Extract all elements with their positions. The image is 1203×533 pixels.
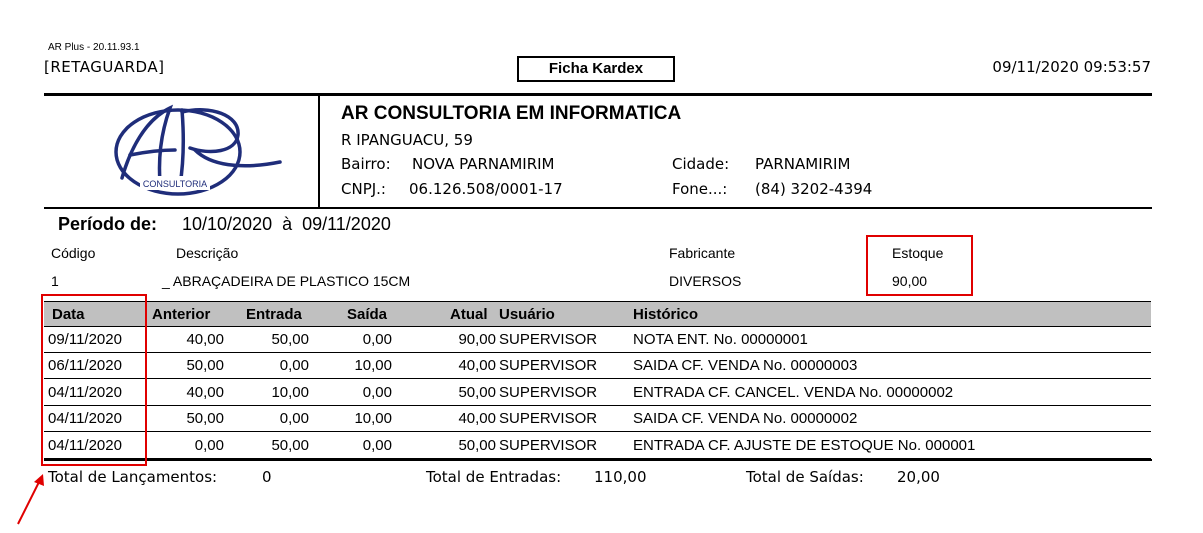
annotation-arrow-icon	[12, 472, 48, 528]
cell-usuario: SUPERVISOR	[499, 357, 598, 375]
cell-data: 06/11/2020	[48, 357, 122, 375]
company-name: AR CONSULTORIA EM INFORMATICA	[341, 103, 682, 124]
cell-entrada: 0,00	[279, 410, 309, 428]
cell-usuario: SUPERVISOR	[499, 436, 598, 454]
col-entrada: Entrada	[246, 306, 302, 323]
fone-label: Fone...:	[672, 180, 728, 198]
fabricante-label: Fabricante	[669, 245, 736, 261]
cell-entrada: 50,00	[271, 436, 309, 454]
table-row	[44, 433, 1151, 459]
col-usuario: Usuário	[499, 306, 555, 323]
col-data: Data	[52, 306, 85, 323]
cnpj-label: CNPJ.:	[341, 180, 386, 198]
cell-saida: 0,00	[362, 436, 392, 454]
cell-anterior: 0,00	[194, 436, 224, 454]
table-bottom-rule	[44, 459, 1152, 461]
cnpj-value: 06.126.508/0001-17	[409, 180, 563, 198]
cell-anterior: 50,00	[186, 410, 224, 428]
logo-icon	[100, 100, 285, 200]
header-bottom-rule	[44, 207, 1152, 209]
cell-usuario: SUPERVISOR	[499, 383, 598, 401]
period-value: 10/10/2020 à 09/11/2020	[182, 214, 391, 234]
cell-historico: ENTRADA CF. CANCEL. VENDA No. 00000002	[633, 383, 954, 401]
table-row	[44, 327, 1151, 353]
table-row	[44, 353, 1151, 379]
cell-usuario: SUPERVISOR	[499, 331, 598, 348]
col-anterior: Anterior	[152, 306, 211, 323]
cell-saida: 10,00	[354, 357, 392, 375]
table-row	[44, 380, 1151, 406]
period-label: Período de:	[58, 214, 158, 234]
total-entradas-value: 110,00	[594, 468, 647, 486]
fabricante-value: DIVERSOS	[669, 273, 742, 289]
cell-historico: NOTA ENT. No. 00000001	[633, 331, 808, 348]
cell-atual: 40,00	[458, 410, 496, 428]
table-header	[44, 301, 1151, 327]
total-saidas-value: 20,00	[897, 468, 940, 486]
cell-historico: SAIDA CF. VENDA No. 00000002	[633, 410, 858, 428]
system-version: AR Plus - 20.11.93.1	[48, 42, 140, 53]
descricao-label: Descrição	[176, 245, 239, 261]
cell-saida: 10,00	[354, 410, 392, 428]
system-module: [RETAGUARDA]	[44, 58, 165, 76]
col-atual: Atual	[450, 306, 488, 323]
table-row	[44, 406, 1151, 432]
descricao-value: _ ABRAÇADEIRA DE PLASTICO 15CM	[162, 273, 411, 289]
company-logo	[100, 100, 285, 200]
cell-historico: ENTRADA CF. AJUSTE DE ESTOQUE No. 000001	[633, 436, 976, 454]
cell-atual: 50,00	[458, 436, 496, 454]
cell-historico: SAIDA CF. VENDA No. 00000003	[633, 357, 858, 375]
cell-entrada: 10,00	[271, 383, 309, 401]
cidade-value: PARNAMIRIM	[755, 155, 851, 173]
print-datetime: 09/11/2020 09:53:57	[992, 58, 1151, 76]
col-saida: Saída	[347, 306, 388, 323]
cell-anterior: 50,00	[186, 357, 224, 375]
header-divider	[318, 96, 320, 208]
bairro-label: Bairro:	[341, 155, 391, 173]
cell-data: 04/11/2020	[48, 383, 122, 401]
codigo-label: Código	[51, 245, 96, 261]
logo-text: CONSULTORIA	[142, 179, 208, 189]
col-historico: Histórico	[633, 306, 699, 323]
header-top-rule	[44, 93, 1152, 96]
cell-anterior: 40,00	[186, 383, 224, 401]
cell-usuario: SUPERVISOR	[499, 410, 598, 428]
cell-saida: 0,00	[362, 331, 392, 348]
cell-saida: 0,00	[362, 383, 392, 401]
cell-entrada: 50,00	[271, 331, 309, 348]
cell-atual: 50,00	[458, 383, 496, 401]
total-lancamentos-label: Total de Lançamentos:	[48, 468, 218, 486]
cell-data: 09/11/2020	[48, 331, 122, 348]
data-column-highlight-box	[41, 294, 147, 466]
cell-data: 04/11/2020	[48, 410, 122, 428]
cell-anterior: 40,00	[186, 331, 224, 348]
cell-atual: 90,00	[458, 331, 496, 348]
estoque-highlight-box	[866, 235, 973, 296]
cell-atual: 40,00	[458, 357, 496, 375]
codigo-value: 1	[51, 273, 59, 289]
total-lancamentos-value: 0	[262, 468, 272, 486]
estoque-value: 90,00	[892, 273, 928, 289]
cell-entrada: 0,00	[279, 357, 309, 375]
total-saidas-label: Total de Saídas:	[746, 468, 864, 486]
report-title: Ficha Kardex	[517, 56, 675, 82]
fone-value: (84) 3202-4394	[755, 180, 873, 198]
bairro-value: NOVA PARNAMIRIM	[412, 155, 555, 173]
cidade-label: Cidade:	[672, 155, 730, 173]
estoque-label: Estoque	[892, 245, 944, 261]
company-address: R IPANGUACU, 59	[341, 131, 473, 149]
total-entradas-label: Total de Entradas:	[426, 468, 562, 486]
cell-data: 04/11/2020	[48, 436, 122, 454]
